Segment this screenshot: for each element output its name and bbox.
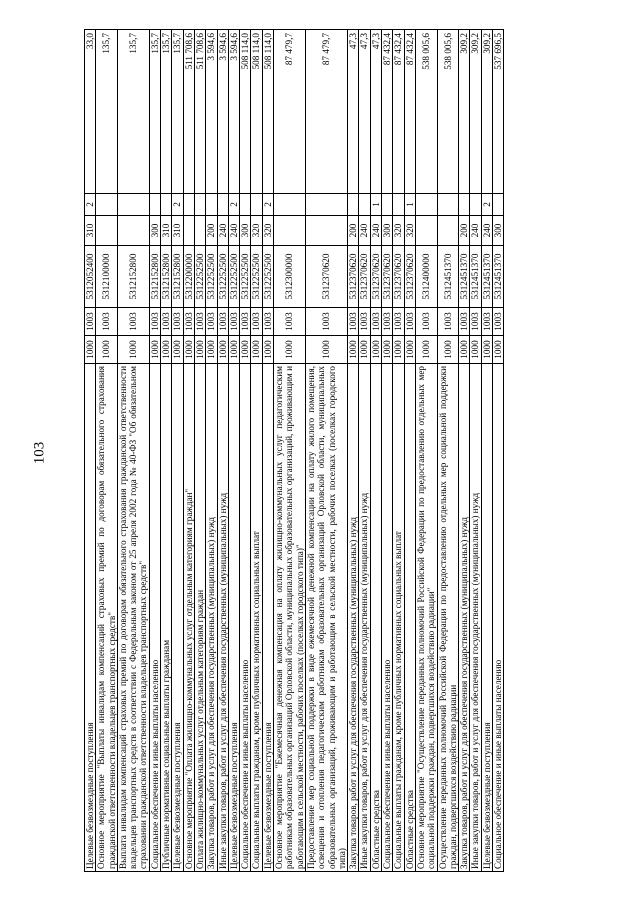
section-code-cell: 1000 [85,336,96,364]
section-code-cell: 1000 [359,336,370,364]
target-article-code-cell: 5312252500 [240,246,251,308]
table-row [206,30,217,872]
subsection-code-cell: 1003 [172,308,183,336]
target-article-code-cell: 5312152800 [149,246,160,308]
target-article-code-cell: 5312252500 [251,246,262,308]
section-code-cell: 1000 [470,336,481,364]
amount-cell: 3 594,6 [217,30,228,194]
section-code-cell: 1000 [481,336,492,364]
target-article-code-cell: 5312252500 [206,246,217,308]
subsection-code-cell: 1003 [393,308,404,336]
funding-source-code-cell [492,194,503,216]
subsection-code-cell: 1003 [274,308,306,336]
table-row [348,30,359,872]
expenditure-name-cell: Областные средства [404,364,415,872]
subsection-code-cell: 1003 [251,308,262,336]
subsection-code-cell: 1003 [481,308,492,336]
table-row [172,30,183,872]
expense-type-code-cell: 310 [85,216,96,246]
funding-source-code-cell [305,194,347,216]
expenditure-name-cell: Закупка товаров, работ и услуг для обеспечения государственных (муниципальных) нужд [206,364,217,872]
target-article-code-cell: 5312252500 [194,246,205,308]
expense-type-code-cell: 240 [228,216,239,246]
funding-source-code-cell [382,194,393,216]
funding-source-code-cell [437,194,459,216]
funding-source-code-cell [96,194,118,216]
target-article-code-cell: 5312370620 [404,246,415,308]
table-row [274,30,306,872]
section-code-cell: 1000 [194,336,205,364]
amount-cell: 135,7 [161,30,172,194]
amount-cell: 135,7 [149,30,160,194]
amount-cell: 508 114,0 [262,30,273,194]
expenditure-name-cell: Социальное обеспечение и иные выплаты населению [492,364,503,872]
expenditure-name-cell: Социальные выплаты гражданам, кроме публичных нормативных социальных выплат [393,364,404,872]
amount-cell: 3 594,6 [228,30,239,194]
expense-type-code-cell: 240 [359,216,370,246]
expense-type-code-cell: 240 [370,216,381,246]
table-row [251,30,262,872]
subsection-code-cell: 1003 [183,308,194,336]
expenditure-name-cell: Основное мероприятие "Оплата жилищно-коммунальных услуг отдельным категориям граждан" [183,364,194,872]
expense-type-code-cell [274,216,306,246]
amount-cell: 309,2 [459,30,470,194]
section-code-cell: 1000 [348,336,359,364]
subsection-code-cell: 1003 [404,308,415,336]
expenditure-name-cell: Основное мероприятие "Ежемесячная денежная компенсация на оплату жилищно-коммунальных услуг педагогическим работникам образовательных организаций Орловской области, муниципальных образовательных организаций, проживающим и работающим в сельской местности, рабочих поселках (поселках городского типа)" [274,364,306,872]
expenditure-name-cell: Закупка товаров, работ и услуг для обеспечения государственных (муниципальных) нужд [459,364,470,872]
section-code-cell: 1000 [96,336,118,364]
amount-cell: 511 708,6 [183,30,194,194]
funding-source-code-cell [161,194,172,216]
target-article-code-cell: 5312152800 [117,246,149,308]
expenditure-name-cell: Целевые безвозмездные поступления [481,364,492,872]
amount-cell: 87 479,7 [274,30,306,194]
subsection-code-cell: 1003 [492,308,503,336]
section-code-cell: 1000 [370,336,381,364]
target-article-code-cell: 5312100000 [96,246,118,308]
expenditure-name-cell: Целевые безвозмездные поступления [172,364,183,872]
table-row [240,30,251,872]
target-article-code-cell: 5312370620 [393,246,404,308]
expenditure-name-cell: Осуществление переданных полномочий Российской Федерации по предоставлению отдельных мер социальной поддержки граждан, подвергшихся воздействию радиации [437,364,459,872]
expenditure-name-cell: Иные закупки товаров, работ и услуг для обеспечения государственных (муниципальных) нужд [470,364,481,872]
target-article-code-cell: 5312152800 [161,246,172,308]
subsection-code-cell: 1003 [206,308,217,336]
funding-source-code-cell [240,194,251,216]
section-code-cell: 1000 [117,336,149,364]
expenditure-name-cell: Предоставление мер социальной поддержки в виде ежемесячной денежной компенсации на оплату жилого помещения, освещения и отопления педагогическим работникам образовательных организаций Орловской области, муниципальных образовательных организаций, проживающим и работающим в сельской местности, рабочих поселках (поселках городского типа) [305,364,347,872]
subsection-code-cell: 1003 [459,308,470,336]
amount-cell: 538 005,6 [437,30,459,194]
funding-source-code-cell [206,194,217,216]
amount-cell: 309,2 [481,30,492,194]
section-code-cell: 1000 [183,336,194,364]
amount-cell: 3 594,6 [206,30,217,194]
funding-source-code-cell [274,194,306,216]
table-row [382,30,393,872]
table-row [262,30,273,872]
rotated-budget-table-wrapper [84,30,594,872]
funding-source-code-cell: 2 [262,194,273,216]
funding-source-code-cell: 2 [228,194,239,216]
budget-table [84,29,504,872]
amount-cell: 87 479,7 [305,30,347,194]
section-code-cell: 1000 [206,336,217,364]
table-row [415,30,437,872]
page-number: 103 [31,441,48,465]
expenditure-name-cell: Социальное обеспечение и иные выплаты населению [382,364,393,872]
subsection-code-cell: 1003 [149,308,160,336]
table-row [481,30,492,872]
table-row [359,30,370,872]
expense-type-code-cell: 300 [149,216,160,246]
expense-type-code-cell: 200 [206,216,217,246]
amount-cell: 309,2 [470,30,481,194]
expenditure-name-cell: Основное мероприятие "Выплаты инвалидам компенсаций страховых премий по договорам обязательного страхования гражданской ответственности владельцев транспортных средств" [96,364,118,872]
table-row [96,30,118,872]
expenditure-name-cell: Иные закупки товаров, работ и услуг для обеспечения государственных (муниципальных) нужд [359,364,370,872]
target-article-code-cell: 5312370620 [370,246,381,308]
funding-source-code-cell: 2 [85,194,96,216]
table-row [161,30,172,872]
expenditure-name-cell: Закупка товаров, работ и услуг для обеспечения государственных (муниципальных) нужд [348,364,359,872]
expense-type-code-cell: 320 [393,216,404,246]
funding-source-code-cell [149,194,160,216]
expenditure-name-cell: Социальное обеспечение и иные выплаты населению [149,364,160,872]
section-code-cell: 1000 [172,336,183,364]
expense-type-code-cell [415,216,437,246]
expenditure-name-cell: Социальное обеспечение и иные выплаты населению [240,364,251,872]
amount-cell: 538 005,6 [415,30,437,194]
target-article-code-cell: 5312252500 [217,246,228,308]
funding-source-code-cell [415,194,437,216]
expenditure-name-cell: Целевые безвозмездные поступления [228,364,239,872]
funding-source-code-cell [459,194,470,216]
amount-cell: 508 114,0 [240,30,251,194]
expenditure-name-cell: Областные средства [370,364,381,872]
target-article-code-cell: 5312400000 [415,246,437,308]
expenditure-name-cell: Целевые безвозмездные поступления [85,364,96,872]
funding-source-code-cell: 2 [481,194,492,216]
expense-type-code-cell [437,216,459,246]
funding-source-code-cell [348,194,359,216]
expense-type-code-cell: 240 [470,216,481,246]
expenditure-name-cell: Оплата жилищно-коммунальных услуг отдельным категориям граждан [194,364,205,872]
expense-type-code-cell [117,216,149,246]
amount-cell: 33,0 [85,30,96,194]
amount-cell: 47,3 [370,30,381,194]
section-code-cell: 1000 [492,336,503,364]
subsection-code-cell: 1003 [240,308,251,336]
target-article-code-cell: 5312252500 [228,246,239,308]
expense-type-code-cell: 300 [382,216,393,246]
expense-type-code-cell: 200 [348,216,359,246]
subsection-code-cell: 1003 [194,308,205,336]
funding-source-code-cell: 2 [172,194,183,216]
table-row [370,30,381,872]
amount-cell: 87 432,4 [404,30,415,194]
target-article-code-cell: 5312052400 [85,246,96,308]
amount-cell: 47,3 [348,30,359,194]
funding-source-code-cell: 1 [370,194,381,216]
section-code-cell: 1000 [274,336,306,364]
target-article-code-cell: 5312451370 [470,246,481,308]
section-code-cell: 1000 [437,336,459,364]
section-code-cell: 1000 [161,336,172,364]
target-article-code-cell: 5312370620 [382,246,393,308]
expenditure-name-cell: Социальные выплаты гражданам, кроме публичных нормативных социальных выплат [251,364,262,872]
subsection-code-cell: 1003 [382,308,393,336]
subsection-code-cell: 1003 [85,308,96,336]
expense-type-code-cell: 200 [459,216,470,246]
amount-cell: 135,7 [117,30,149,194]
funding-source-code-cell: 1 [404,194,415,216]
table-row [149,30,160,872]
table-row [85,30,96,872]
target-article-code-cell: 5312252500 [262,246,273,308]
section-code-cell: 1000 [228,336,239,364]
subsection-code-cell: 1003 [228,308,239,336]
expense-type-code-cell: 240 [481,216,492,246]
section-code-cell: 1000 [393,336,404,364]
expense-type-code-cell: 300 [492,216,503,246]
table-row [305,30,347,872]
table-row [404,30,415,872]
section-code-cell: 1000 [149,336,160,364]
amount-cell: 135,7 [172,30,183,194]
target-article-code-cell: 5312370620 [359,246,370,308]
expenditure-name-cell: Целевые безвозмездные поступления [262,364,273,872]
target-article-code-cell: 5312200000 [183,246,194,308]
target-article-code-cell: 5312451370 [437,246,459,308]
expense-type-code-cell [305,216,347,246]
subsection-code-cell: 1003 [470,308,481,336]
funding-source-code-cell [117,194,149,216]
table-row [194,30,205,872]
expenditure-name-cell: Основное мероприятие "Осуществление переданных полномочий Российской Федерации по предоставлению отдельных мер социальной поддержки граждан, подвергшихся воздействию радиации" [415,364,437,872]
target-article-code-cell: 5312451370 [481,246,492,308]
target-article-code-cell: 5312370620 [348,246,359,308]
target-article-code-cell: 5312451370 [492,246,503,308]
budget-table-body [85,30,504,872]
target-article-code-cell: 5312300000 [274,246,306,308]
amount-cell: 87 432,4 [393,30,404,194]
section-code-cell: 1000 [251,336,262,364]
amount-cell: 47,3 [359,30,370,194]
expense-type-code-cell: 300 [240,216,251,246]
section-code-cell: 1000 [415,336,437,364]
expense-type-code-cell: 320 [251,216,262,246]
table-row [492,30,503,872]
funding-source-code-cell [183,194,194,216]
subsection-code-cell: 1003 [359,308,370,336]
funding-source-code-cell [251,194,262,216]
expense-type-code-cell: 310 [161,216,172,246]
funding-source-code-cell [217,194,228,216]
target-article-code-cell: 5312451370 [459,246,470,308]
expenditure-name-cell: Выплата инвалидам компенсаций страховых премий по договорам обязательного страхования гражданской ответственности владельцев транспортных средств в соответствии с Федеральным законом от 25 апреля 2002 года № 40-ФЗ "Об обязательном страховании гражданской ответственности владельцев транспортных средств" [117,364,149,872]
funding-source-code-cell [470,194,481,216]
funding-source-code-cell [393,194,404,216]
subsection-code-cell: 1003 [96,308,118,336]
section-code-cell: 1000 [262,336,273,364]
subsection-code-cell: 1003 [348,308,359,336]
section-code-cell: 1000 [217,336,228,364]
subsection-code-cell: 1003 [415,308,437,336]
subsection-code-cell: 1003 [117,308,149,336]
expense-type-code-cell [183,216,194,246]
table-row [459,30,470,872]
expenditure-name-cell: Публичные нормативные социальные выплаты гражданам [161,364,172,872]
subsection-code-cell: 1003 [370,308,381,336]
amount-cell: 537 696,5 [492,30,503,194]
table-row [183,30,194,872]
amount-cell: 135,7 [96,30,118,194]
subsection-code-cell: 1003 [305,308,347,336]
expense-type-code-cell: 320 [262,216,273,246]
section-code-cell: 1000 [305,336,347,364]
section-code-cell: 1000 [404,336,415,364]
amount-cell: 511 708,6 [194,30,205,194]
table-row [470,30,481,872]
expense-type-code-cell: 240 [217,216,228,246]
section-code-cell: 1000 [240,336,251,364]
funding-source-code-cell [359,194,370,216]
table-row [117,30,149,872]
table-row [437,30,459,872]
expense-type-code-cell [96,216,118,246]
subsection-code-cell: 1003 [262,308,273,336]
table-row [228,30,239,872]
target-article-code-cell: 5312370620 [305,246,347,308]
subsection-code-cell: 1003 [437,308,459,336]
amount-cell: 508 114,0 [251,30,262,194]
section-code-cell: 1000 [459,336,470,364]
target-article-code-cell: 5312152800 [172,246,183,308]
amount-cell: 87 432,4 [382,30,393,194]
funding-source-code-cell [194,194,205,216]
expenditure-name-cell: Иные закупки товаров, работ и услуг для обеспечения государственных (муниципальных) нужд [217,364,228,872]
expense-type-code-cell [194,216,205,246]
table-row [217,30,228,872]
section-code-cell: 1000 [382,336,393,364]
table-row [393,30,404,872]
subsection-code-cell: 1003 [161,308,172,336]
expense-type-code-cell: 320 [404,216,415,246]
expense-type-code-cell: 310 [172,216,183,246]
subsection-code-cell: 1003 [217,308,228,336]
